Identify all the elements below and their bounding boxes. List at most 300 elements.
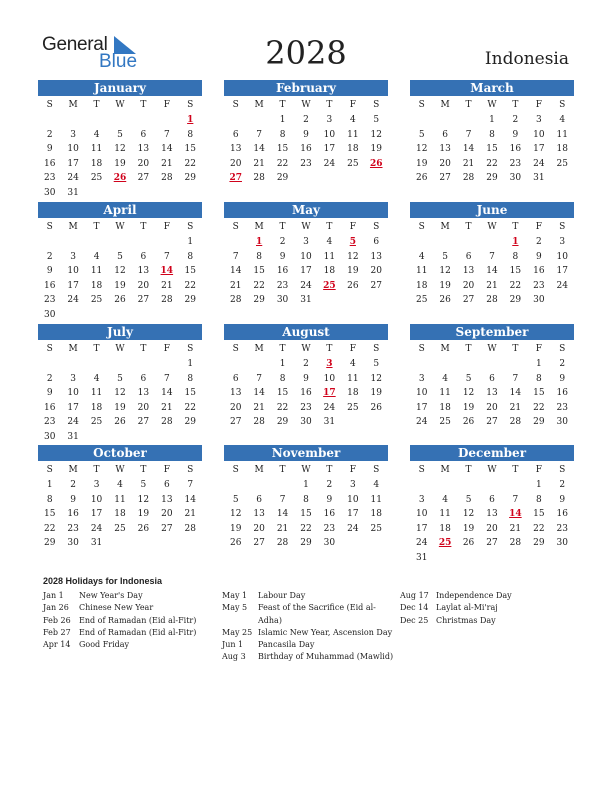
empty-day-cell [155, 113, 178, 128]
day-cell: 20 [486, 402, 498, 413]
empty-day-cell [108, 186, 131, 201]
empty-day-cell [132, 186, 155, 201]
day-cell: 4 [559, 115, 566, 125]
holiday-name: New Year's Day [79, 591, 143, 600]
day-cell: 21 [486, 280, 498, 291]
day-cell: 26 [347, 280, 359, 291]
day-cell: 25 [90, 417, 103, 427]
holiday-day-cell: 3 [326, 359, 333, 369]
empty-day-cell [341, 415, 364, 430]
empty-day-cell [551, 551, 574, 566]
day-cell: 13 [137, 144, 150, 154]
weekday-label: T [279, 465, 286, 475]
day-cell: 5 [373, 359, 380, 369]
weekday-header [224, 98, 388, 113]
weekday-label: M [440, 100, 450, 110]
weekday-label: T [326, 222, 333, 232]
holiday-date: Aug 3 [222, 652, 246, 662]
holiday-date: Feb 26 [43, 615, 71, 625]
day-cell: 16 [276, 266, 289, 276]
day-cell: 6 [232, 129, 239, 140]
day-cell: 5 [117, 373, 123, 384]
month-title: April [38, 202, 202, 218]
week-row [410, 293, 574, 308]
weekday-label: M [254, 465, 264, 475]
day-cell: 4 [442, 494, 448, 505]
weekday-label: F [535, 222, 542, 232]
day-cell: 15 [276, 144, 289, 154]
day-cell: 18 [90, 280, 103, 291]
day-cell: 13 [486, 509, 498, 519]
day-cell: 24 [556, 280, 568, 291]
day-cell: 3 [418, 373, 425, 384]
holiday-date: May 1 [222, 591, 248, 600]
day-cell: 4 [326, 237, 333, 247]
day-cell: 20 [137, 402, 150, 413]
day-cell: 11 [370, 494, 382, 505]
empty-day-cell [551, 171, 574, 186]
day-cell: 21 [276, 523, 289, 534]
empty-day-cell [318, 171, 341, 186]
day-cell: 16 [300, 144, 312, 154]
holiday-day-cell: 17 [323, 388, 336, 398]
day-cell: 11 [90, 388, 103, 398]
day-cell: 8 [187, 129, 194, 140]
day-cell: 11 [347, 373, 359, 384]
day-cell: 7 [256, 373, 262, 384]
day-cell: 31 [323, 417, 336, 427]
day-cell: 18 [90, 158, 103, 169]
empty-day-cell [294, 171, 317, 186]
weekday-header [410, 220, 574, 235]
day-cell: 22 [43, 523, 56, 534]
day-cell: 13 [439, 144, 451, 154]
holiday-column [222, 590, 394, 664]
week-row [410, 386, 574, 401]
empty-day-cell [365, 171, 388, 186]
day-cell: 16 [556, 509, 568, 519]
holiday-date: Jun 1 [222, 640, 244, 650]
day-cell: 13 [229, 144, 242, 154]
week-row [224, 536, 388, 551]
day-cell: 6 [465, 251, 472, 262]
holiday-item [43, 590, 218, 602]
day-cell: 30 [300, 417, 312, 427]
day-cell: 1 [279, 359, 286, 369]
day-cell: 4 [442, 373, 448, 384]
day-cell: 31 [67, 187, 79, 198]
week-row [410, 235, 574, 250]
weekday-label: F [349, 344, 356, 354]
day-cell: 15 [486, 144, 498, 154]
day-cell: 31 [415, 552, 428, 563]
day-cell: 9 [46, 144, 53, 154]
week-row [38, 536, 202, 551]
day-cell: 14 [229, 266, 242, 276]
day-cell: 24 [347, 523, 359, 534]
empty-day-cell [108, 536, 131, 551]
holiday-name: Islamic New Year, Ascension Day [258, 627, 393, 637]
month-october [38, 445, 202, 551]
day-cell: 27 [370, 280, 382, 291]
day-cell: 23 [323, 523, 336, 534]
day-cell: 9 [559, 494, 566, 505]
month-title: January [38, 80, 202, 96]
day-cell: 17 [556, 266, 568, 276]
holiday-name: Independence Day [436, 591, 512, 600]
day-cell: 20 [462, 280, 475, 291]
weekday-label: M [440, 344, 450, 354]
day-cell: 23 [300, 402, 312, 413]
day-cell: 9 [46, 266, 53, 276]
week-row [38, 293, 202, 308]
day-cell: 6 [163, 480, 170, 490]
holiday-list-title: 2028 Holidays for Indonesia [43, 576, 163, 586]
weekday-label: M [254, 100, 264, 110]
holiday-day-cell: 14 [160, 266, 174, 276]
weekday-header [224, 463, 388, 478]
week-row [38, 235, 202, 250]
day-cell: 19 [114, 158, 126, 169]
weekday-label: T [465, 344, 472, 354]
day-cell: 26 [439, 295, 451, 305]
week-row [224, 507, 388, 522]
empty-day-cell [132, 357, 155, 372]
day-cell: 15 [184, 266, 196, 276]
day-cell: 4 [93, 373, 100, 384]
empty-day-cell [457, 357, 480, 372]
day-cell: 28 [509, 417, 522, 427]
weekday-label: T [465, 465, 472, 475]
country-name: Indonesia [484, 49, 569, 69]
day-cell: 7 [187, 480, 194, 490]
month-title: February [224, 80, 388, 96]
day-cell: 13 [253, 509, 265, 519]
day-cell: 27 [161, 523, 173, 534]
day-cell: 27 [462, 295, 475, 305]
logo-general-text: General [42, 34, 108, 55]
weekday-label: F [349, 465, 356, 475]
month-june [410, 202, 574, 308]
weekday-label: M [254, 222, 264, 232]
day-cell: 7 [256, 129, 262, 140]
day-cell: 3 [349, 480, 356, 490]
weekday-label: F [349, 100, 356, 110]
day-cell: 4 [418, 251, 425, 262]
day-cell: 12 [114, 266, 126, 276]
day-cell: 23 [276, 280, 289, 291]
holiday-item [222, 602, 394, 627]
weekday-label: T [279, 344, 286, 354]
empty-day-cell [433, 235, 456, 250]
day-cell: 1 [46, 480, 53, 490]
empty-day-cell [480, 551, 503, 566]
empty-day-cell [457, 478, 480, 493]
week-row [410, 250, 574, 265]
day-cell: 13 [486, 388, 498, 398]
empty-day-cell [341, 293, 364, 308]
day-cell: 28 [486, 295, 498, 305]
day-cell: 6 [140, 373, 147, 384]
day-cell: 18 [347, 144, 359, 154]
month-february [224, 80, 388, 186]
day-cell: 29 [276, 417, 289, 427]
day-cell: 17 [90, 509, 103, 519]
week-row [224, 250, 388, 265]
holiday-item [43, 602, 218, 614]
day-cell: 13 [462, 266, 475, 276]
empty-day-cell [155, 308, 178, 323]
week-row [410, 113, 574, 128]
week-row [224, 142, 388, 157]
weekday-header [38, 220, 202, 235]
empty-day-cell [108, 430, 131, 445]
day-cell: 25 [370, 523, 382, 534]
day-cell: 20 [137, 280, 150, 291]
empty-day-cell [155, 235, 178, 250]
holiday-date: May 5 [222, 603, 248, 613]
day-cell: 16 [300, 388, 312, 398]
weekday-label: W [301, 465, 311, 475]
holiday-day-cell: 14 [509, 509, 522, 519]
holiday-name: Laylat al-Mi'raj [436, 603, 498, 613]
weekday-label: S [418, 465, 425, 475]
month-may [224, 202, 388, 308]
weekday-label: S [46, 465, 53, 475]
weekday-label: S [418, 344, 425, 354]
day-cell: 19 [370, 388, 382, 398]
day-cell: 2 [512, 115, 519, 125]
day-cell: 2 [70, 480, 76, 490]
day-cell: 8 [187, 251, 194, 262]
week-row [410, 551, 574, 566]
holiday-name: Birthday of Muhammad (Mawlid) [258, 652, 394, 662]
day-cell: 15 [533, 388, 545, 398]
day-cell: 25 [90, 173, 103, 183]
weekday-label: F [535, 100, 542, 110]
weekday-label: T [93, 222, 100, 232]
day-cell: 22 [253, 280, 265, 291]
day-cell: 1 [535, 480, 542, 490]
day-cell: 23 [556, 523, 568, 534]
holiday-name: Labour Day [258, 591, 306, 600]
day-cell: 28 [253, 173, 265, 183]
week-row [38, 357, 202, 372]
day-cell: 9 [535, 251, 542, 262]
day-cell: 24 [323, 402, 336, 413]
holiday-date: Feb 27 [43, 627, 71, 637]
day-cell: 9 [326, 494, 333, 505]
day-cell: 7 [489, 251, 495, 262]
weekday-label: W [487, 222, 497, 232]
day-cell: 10 [533, 129, 545, 140]
day-cell: 1 [535, 359, 542, 369]
empty-day-cell [179, 430, 202, 445]
empty-day-cell [179, 186, 202, 201]
day-cell: 16 [533, 266, 545, 276]
day-cell: 10 [347, 494, 359, 505]
day-cell: 14 [486, 266, 498, 276]
holiday-item [43, 615, 218, 627]
week-row [38, 279, 202, 294]
week-row [224, 279, 388, 294]
holiday-date: Aug 17 [400, 591, 429, 600]
day-cell: 30 [556, 417, 568, 427]
day-cell: 25 [347, 402, 359, 413]
day-cell: 29 [300, 538, 312, 548]
day-cell: 19 [370, 144, 382, 154]
day-cell: 29 [533, 538, 545, 548]
day-cell: 20 [486, 523, 498, 534]
day-cell: 14 [161, 144, 173, 154]
day-cell: 27 [137, 295, 150, 305]
day-cell: 27 [486, 538, 498, 548]
empty-day-cell [410, 478, 433, 493]
day-cell: 28 [161, 417, 173, 427]
day-cell: 24 [67, 417, 79, 427]
empty-day-cell [108, 308, 131, 323]
month-december [410, 445, 574, 565]
day-cell: 18 [114, 509, 126, 519]
day-cell: 19 [347, 266, 359, 276]
day-cell: 2 [535, 237, 542, 247]
holiday-day-cell: 26 [369, 158, 383, 169]
month-march [410, 80, 574, 186]
day-cell: 1 [303, 480, 309, 490]
empty-day-cell [155, 357, 178, 372]
day-cell: 14 [276, 509, 289, 519]
week-row [410, 357, 574, 372]
weekday-label: W [115, 465, 125, 475]
weekday-label: T [512, 344, 519, 354]
weekday-label: S [187, 100, 194, 110]
holiday-day-cell: 5 [349, 237, 356, 247]
day-cell: 10 [415, 509, 428, 519]
week-row [224, 235, 388, 250]
day-cell: 5 [465, 494, 472, 505]
holiday-item [222, 651, 394, 663]
day-cell: 11 [439, 509, 451, 519]
day-cell: 26 [114, 417, 126, 427]
day-cell: 6 [489, 494, 495, 505]
day-cell: 12 [462, 388, 475, 398]
weekday-header [410, 342, 574, 357]
day-cell: 24 [67, 295, 79, 305]
day-cell: 9 [46, 388, 53, 398]
weekday-label: F [349, 222, 356, 232]
month-title: December [410, 445, 574, 461]
day-cell: 22 [184, 158, 196, 169]
empty-day-cell [132, 113, 155, 128]
empty-day-cell [457, 113, 480, 128]
weekday-label: M [440, 465, 450, 475]
day-cell: 23 [533, 280, 545, 291]
weekday-label: T [279, 222, 286, 232]
day-cell: 23 [43, 173, 56, 183]
empty-day-cell [433, 357, 456, 372]
day-cell: 3 [559, 237, 566, 247]
day-cell: 29 [43, 538, 56, 548]
empty-day-cell [480, 235, 503, 250]
holiday-item [400, 590, 580, 602]
day-cell: 8 [256, 251, 262, 262]
day-cell: 2 [559, 359, 566, 369]
day-cell: 30 [43, 187, 56, 198]
day-cell: 25 [415, 295, 428, 305]
day-cell: 18 [556, 144, 568, 154]
week-row [38, 430, 202, 445]
weekday-header [410, 98, 574, 113]
weekday-label: T [140, 465, 147, 475]
day-cell: 12 [347, 251, 359, 262]
empty-day-cell [132, 536, 155, 551]
weekday-label: T [512, 100, 519, 110]
day-cell: 18 [370, 509, 382, 519]
day-cell: 5 [373, 115, 380, 125]
calendar-year: 2028 [265, 34, 347, 72]
week-row [224, 522, 388, 537]
weekday-label: M [68, 100, 78, 110]
day-cell: 26 [229, 538, 242, 548]
week-row [224, 128, 388, 143]
day-cell: 12 [137, 494, 150, 505]
weekday-label: T [326, 465, 333, 475]
day-cell: 11 [347, 129, 359, 140]
empty-day-cell [38, 235, 61, 250]
holiday-name: Pancasila Day [258, 640, 315, 650]
week-row [224, 478, 388, 493]
empty-day-cell [132, 430, 155, 445]
day-cell: 29 [533, 417, 545, 427]
day-cell: 14 [462, 144, 475, 154]
weekday-label: M [68, 222, 78, 232]
holiday-day-cell: 1 [256, 237, 263, 247]
day-cell: 12 [370, 129, 382, 140]
day-cell: 12 [439, 266, 451, 276]
day-cell: 2 [326, 480, 333, 490]
day-cell: 2 [303, 359, 309, 369]
weekday-label: S [559, 100, 566, 110]
day-cell: 13 [229, 388, 242, 398]
holiday-day-cell: 27 [229, 173, 242, 183]
week-row [410, 493, 574, 508]
empty-day-cell [224, 113, 247, 128]
day-cell: 26 [462, 538, 475, 548]
week-row [38, 401, 202, 416]
day-cell: 17 [533, 144, 545, 154]
weekday-label: S [373, 465, 380, 475]
day-cell: 28 [462, 173, 475, 183]
day-cell: 21 [509, 402, 522, 413]
day-cell: 4 [117, 480, 123, 490]
week-row [224, 293, 388, 308]
day-cell: 19 [137, 509, 150, 519]
week-row [410, 415, 574, 430]
empty-day-cell [38, 357, 61, 372]
day-cell: 25 [114, 523, 126, 534]
day-cell: 21 [229, 280, 242, 291]
weekday-header [224, 220, 388, 235]
week-row [38, 186, 202, 201]
week-row [224, 171, 388, 186]
weekday-label: F [163, 100, 170, 110]
day-cell: 28 [161, 295, 173, 305]
week-row [410, 507, 574, 522]
weekday-label: W [301, 100, 311, 110]
empty-day-cell [179, 536, 202, 551]
day-cell: 22 [184, 280, 196, 291]
weekday-label: S [46, 100, 53, 110]
